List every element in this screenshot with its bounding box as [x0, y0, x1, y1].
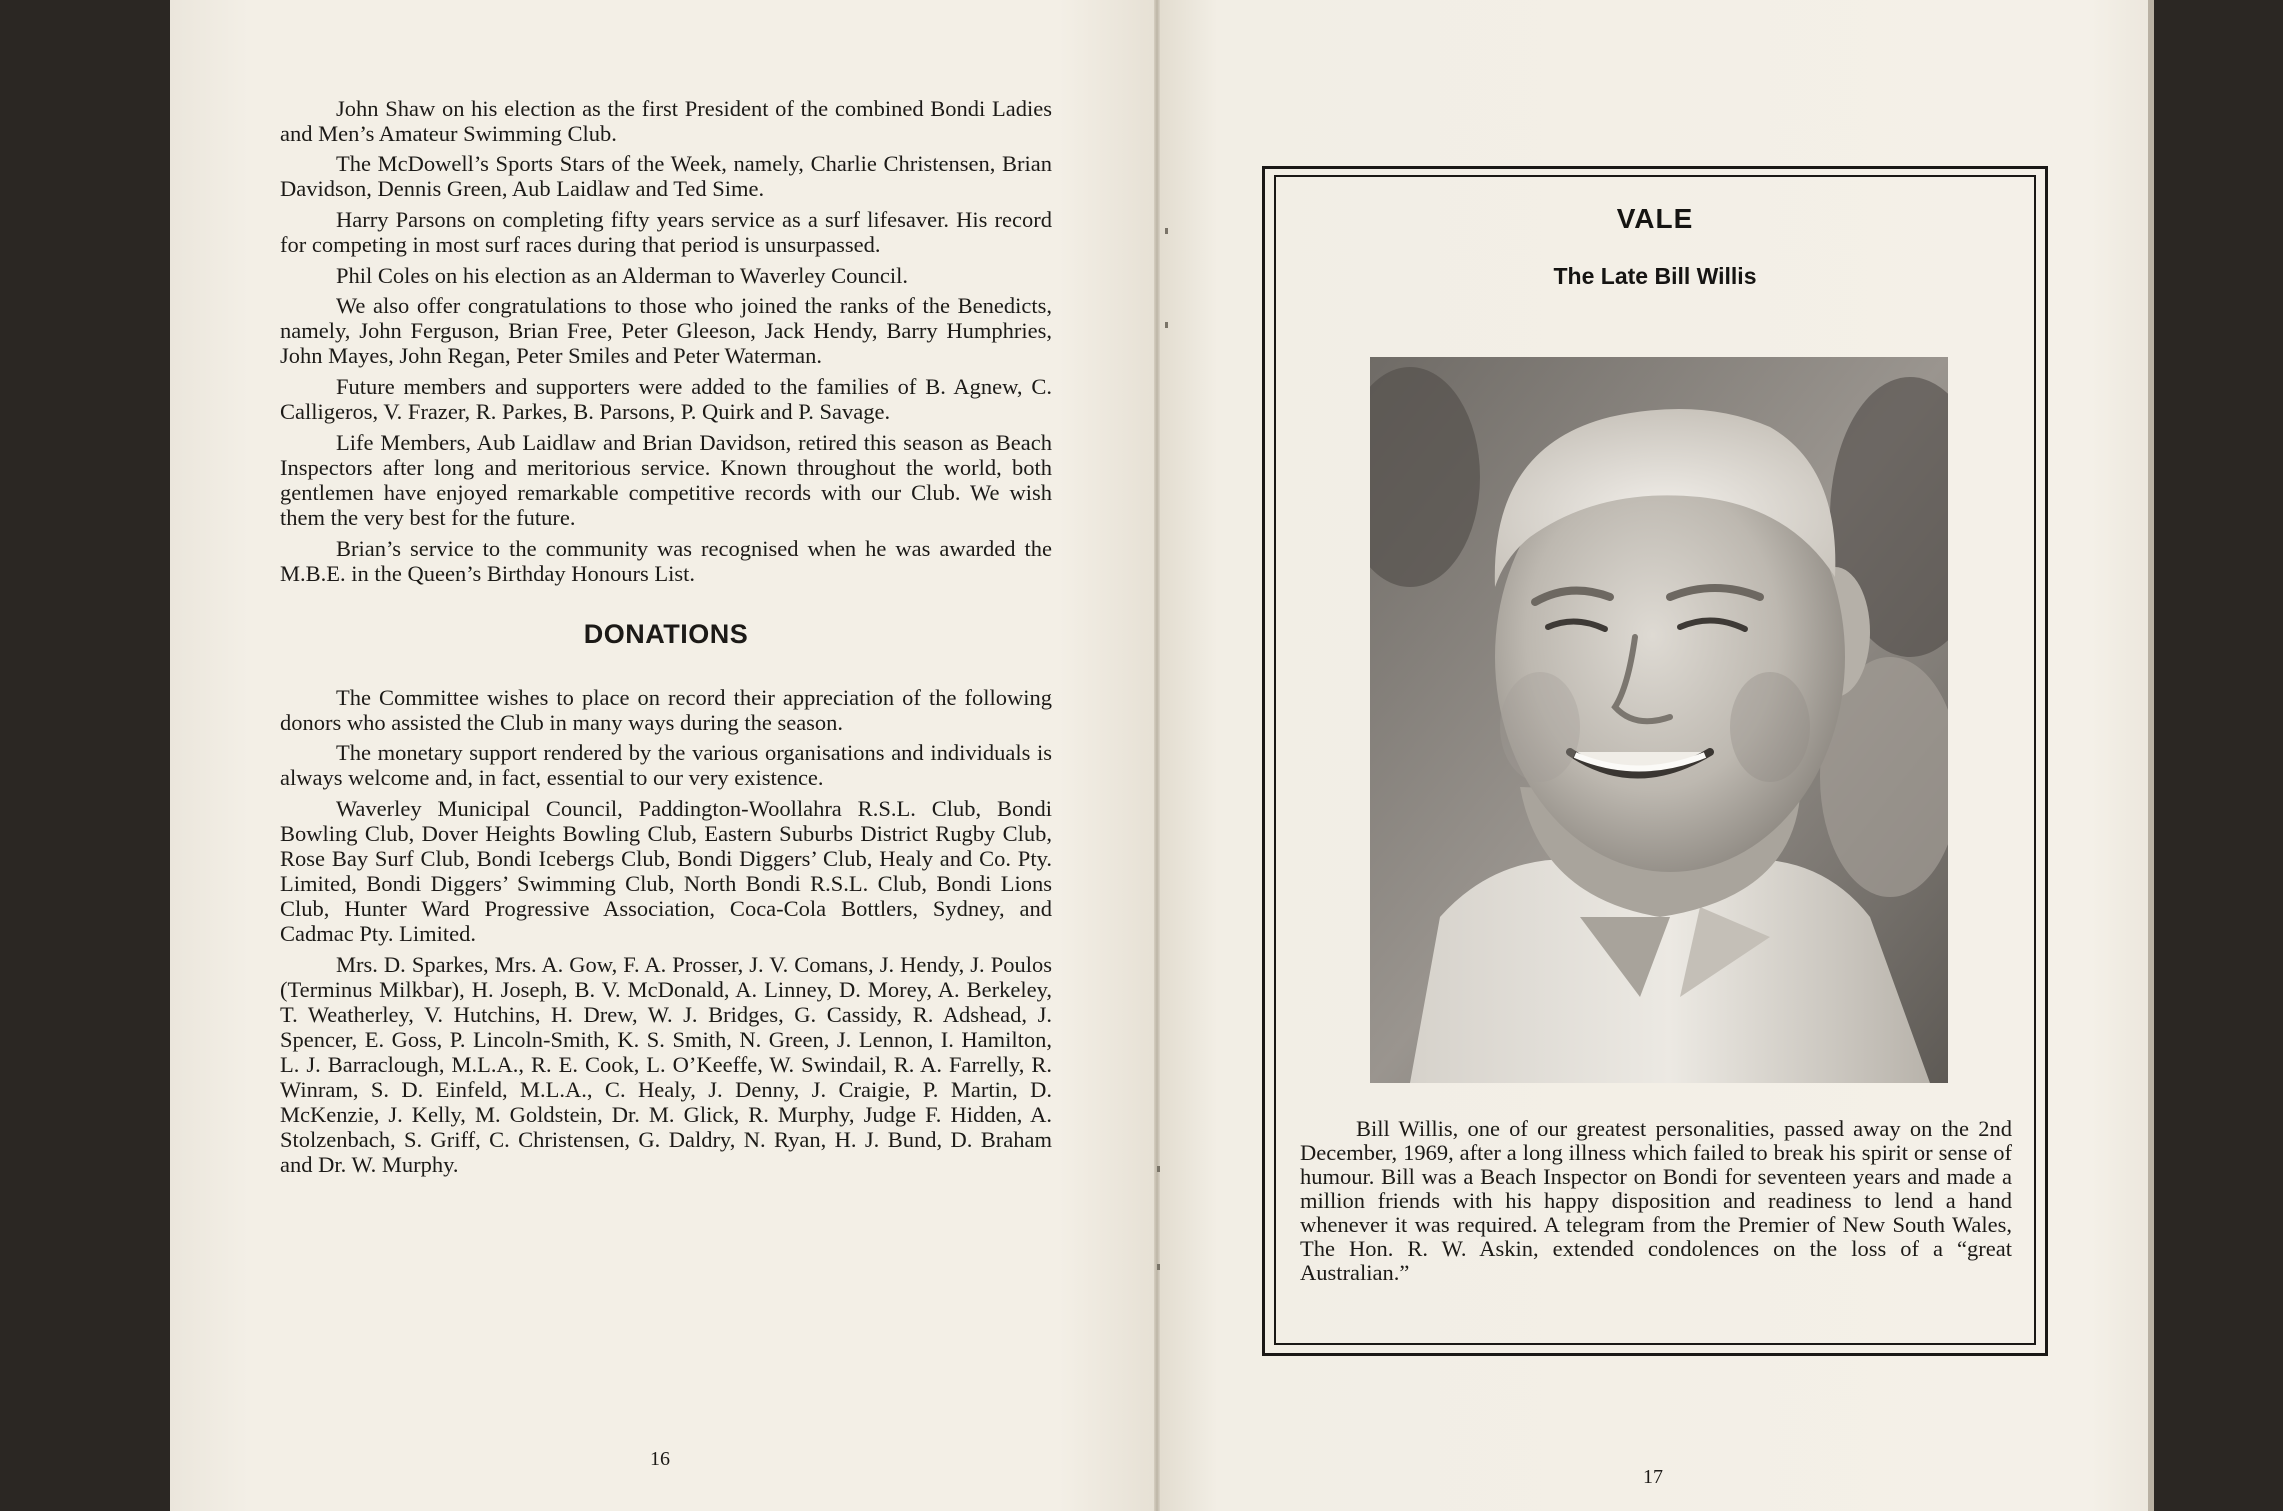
donations-heading: DONATIONS: [583, 619, 749, 649]
caption-text: Bill Willis, one of our greatest personalities, passed away on the 2nd December, 1969, after a long illness which failed to break his spirit or sense of humour. Bill was a Beach Inspector on Bondi for seventeen years and made a million friends with his happy disposition and readiness to lend a hand whenever it was required. A telegram from the Premier of New South Wales, The Hon. R. W. Askin, extended condolences on the loss of a “great Australian.”: [1300, 1116, 2012, 1285]
page-number-right: 17: [1643, 1466, 1663, 1488]
donor-individuals: Mrs. D. Sparkes, Mrs. A. Gow, F. A. Prosser, J. V. Comans, J. Hendy, J. Poulos (Terminus Milkbar), H. Joseph, B. V. McDonald, A. Linney, D. Morey, A. Berkeley, T. Weatherley, V. Hutchins, H. Drew, W. J. Bridges, G. Cassidy, R. Adshead, J. Spencer, E. Goss, P. Lincoln-Smith, K. S. Smith, N. Green, J. Lennon, I. Hamilton, L. J. Barraclough, M.L.A., R. E. Cook, L. O’Keeffe, W. Swindail, R. A. Farrelly, R. Winram, S. D. Einfeld, M.L.A., C. Healy, J. Denny, J. Craigie, P. Martin, D. McKenzie, J. Kelly, M. Goldstein, Dr. M. Glick, R. Murphy, Judge F. Hidden, A. Stolzenbach, S. Griff, C. Christensen, G. Daldry, N. Ryan, H. J. Bund, D. Braham and Dr. W. Murphy.: [280, 952, 1052, 1177]
vale-box: [1262, 166, 2048, 1356]
portrait-photo: [1370, 357, 1948, 1083]
paragraph: The Committee wishes to place on record their appreciation of the following donors who assisted the Club in many ways during the season.: [280, 685, 1052, 735]
paragraph: John Shaw on his election as the first President of the combined Bondi Ladies and Men’s Amateur Swimming Club.: [280, 96, 1052, 146]
vale-inner-border: [1274, 175, 2036, 1345]
paragraph: Harry Parsons on completing fifty years service as a surf lifesaver. His record for competing in most surf races during that period is unsurpassed.: [280, 207, 1052, 257]
paragraph: Life Members, Aub Laidlaw and Brian Davidson, retired this season as Beach Inspectors after long and meritorious service. Known throughout the world, both gentlemen have enjoyed remarkable competitive records with our Club. We wish them the very best for the future.: [280, 430, 1052, 530]
staple-mark: [1165, 322, 1168, 328]
paragraph: Brian’s service to the community was recognised when he was awarded the M.B.E. in the Queen’s Birthday Honours List.: [280, 536, 1052, 586]
staple-mark: [1157, 1264, 1160, 1270]
paragraph: The McDowell’s Sports Stars of the Week, namely, Charlie Christensen, Brian Davidson, Dennis Green, Aub Laidlaw and Ted Sime.: [280, 151, 1052, 201]
paragraph: Future members and supporters were added to the families of B. Agnew, C. Calligeros, V. Frazer, R. Parkes, B. Parsons, P. Quirk and P. Savage.: [280, 374, 1052, 424]
paragraph: The monetary support rendered by the various organisations and individuals is always welcome and, in fact, essential to our very existence.: [280, 740, 1052, 790]
vale-subtitle: The Late Bill Willis: [1553, 263, 1757, 289]
left-text-column: [280, 96, 1052, 1182]
paragraph: Phil Coles on his election as an Alderman to Waverley Council.: [336, 263, 909, 288]
staple-mark: [1157, 1166, 1160, 1172]
page-edge: [2148, 0, 2154, 1511]
paragraph: We also offer congratulations to those who joined the ranks of the Benedicts, namely, John Ferguson, Brian Free, Peter Gleeson, Jack Hendy, Barry Humphries, John Mayes, John Regan, Peter Smiles and Peter Waterman.: [280, 293, 1052, 368]
book-gutter: [1154, 0, 1160, 1511]
page-number-left: 16: [650, 1448, 670, 1470]
vale-title: VALE: [1616, 203, 1694, 234]
vale-caption: [1300, 1117, 2012, 1285]
donor-organisations: Waverley Municipal Council, Paddington-Woollahra R.S.L. Club, Bondi Bowling Club, Dover Heights Bowling Club, Eastern Suburbs District Rugby Club, Rose Bay Surf Club, Bondi Icebergs Club, Bondi Diggers’ Club, Healy and Co. Pty. Limited, Bondi Diggers’ Swimming Club, North Bondi R.S.L. Club, Bondi Lions Club, Hunter Ward Progressive Association, Coca-Cola Bottlers, Sydney, and Cadmac Pty. Limited.: [280, 796, 1052, 946]
staple-mark: [1165, 228, 1168, 234]
